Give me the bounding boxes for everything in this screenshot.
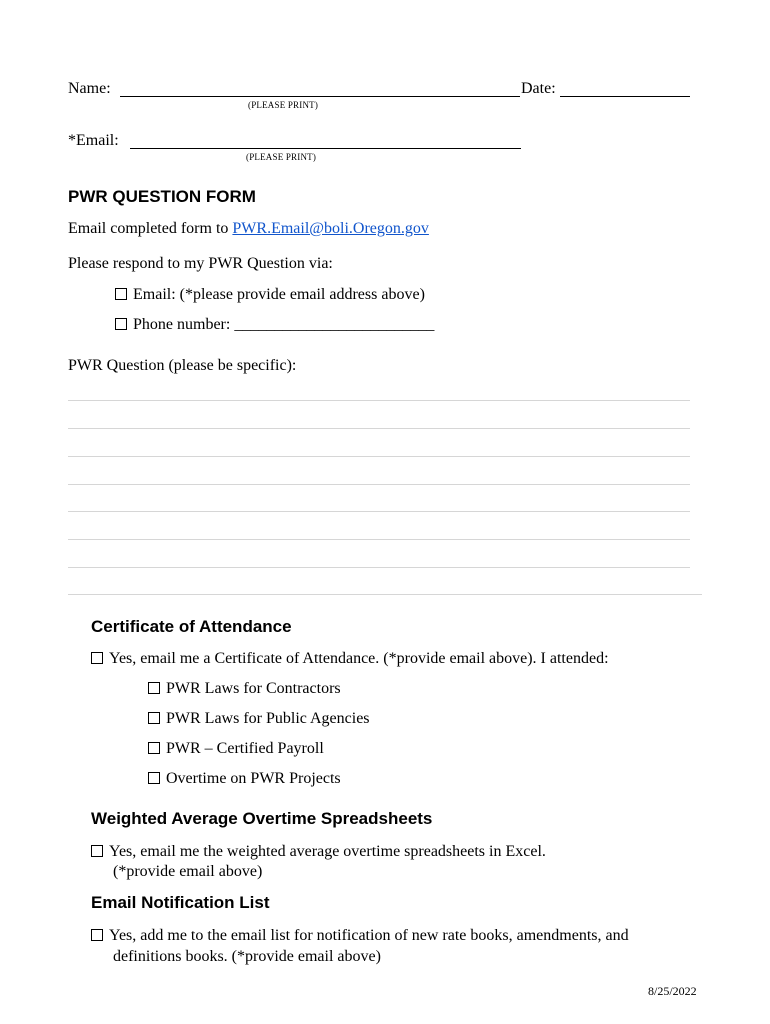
name-field[interactable]: [120, 96, 520, 97]
please-print-hint: (PLEASE PRINT): [246, 152, 317, 162]
overtime-yes-label: Yes, email me the weighted average overtime spreadsheets in Excel.: [109, 843, 546, 860]
notification-yes-note: definitions books. (*provide email above): [113, 948, 381, 965]
respond-option-email: [115, 286, 425, 304]
course-label: Overtime on PWR Projects: [166, 770, 341, 787]
question-answer-line[interactable]: [68, 539, 690, 540]
course-checkbox[interactable]: [148, 712, 160, 724]
respond-option-phone: [115, 316, 434, 334]
course-checkbox[interactable]: [148, 772, 160, 784]
name-label: Name:: [68, 80, 111, 97]
certificate-yes-label: Yes, email me a Certificate of Attendance. (*provide email above). I attended:: [109, 650, 609, 667]
course-option: [148, 740, 324, 758]
date-field[interactable]: [560, 96, 690, 97]
overtime-yes-option: [91, 843, 546, 861]
question-answer-line[interactable]: [68, 456, 690, 457]
instructions-text: Email completed form to: [68, 220, 229, 237]
question-answer-line[interactable]: [68, 511, 690, 512]
course-label: PWR Laws for Public Agencies: [166, 710, 370, 727]
notification-heading: Email Notification List: [91, 893, 270, 912]
email-checkbox[interactable]: [115, 288, 127, 300]
course-checkbox[interactable]: [148, 742, 160, 754]
course-option: [148, 710, 370, 728]
notification-yes-label: Yes, add me to the email list for notification of new rate books, amendments, and: [109, 927, 629, 944]
course-checkbox[interactable]: [148, 682, 160, 694]
overtime-yes-note: (*provide email above): [113, 863, 263, 880]
email-field[interactable]: [130, 148, 521, 149]
course-option: [148, 770, 341, 788]
question-label: PWR Question (please be specific):: [68, 357, 297, 374]
overtime-heading: Weighted Average Overtime Spreadsheets: [91, 809, 433, 828]
question-answer-line[interactable]: [68, 484, 690, 485]
instructions: [68, 220, 429, 238]
course-label: PWR Laws for Contractors: [166, 680, 341, 697]
email-link[interactable]: PWR.Email@boli.Oregon.gov: [232, 220, 429, 237]
question-answer-line[interactable]: [68, 567, 690, 568]
certificate-yes-option: [91, 650, 609, 668]
certificate-heading: Certificate of Attendance: [91, 617, 292, 636]
respond-option-label: Phone number: _________________________: [133, 316, 435, 333]
please-print-hint: (PLEASE PRINT): [248, 100, 319, 110]
question-answer-line[interactable]: [68, 400, 690, 401]
overtime-checkbox[interactable]: [91, 845, 103, 857]
phone-checkbox[interactable]: [115, 318, 127, 330]
course-label: PWR – Certified Payroll: [166, 740, 324, 757]
footer-date: 8/25/2022: [648, 984, 697, 998]
certificate-checkbox[interactable]: [91, 652, 103, 664]
notification-checkbox[interactable]: [91, 929, 103, 941]
date-label: Date:: [521, 80, 556, 97]
section-divider: [68, 594, 702, 595]
course-option: [148, 680, 341, 698]
notification-yes-option: [91, 927, 629, 945]
respond-option-label: Email: (*please provide email address above): [133, 286, 425, 303]
form-title: PWR QUESTION FORM: [68, 187, 256, 206]
email-label: *Email:: [68, 132, 119, 149]
respond-prompt: Please respond to my PWR Question via:: [68, 255, 333, 272]
question-answer-line[interactable]: [68, 428, 690, 429]
